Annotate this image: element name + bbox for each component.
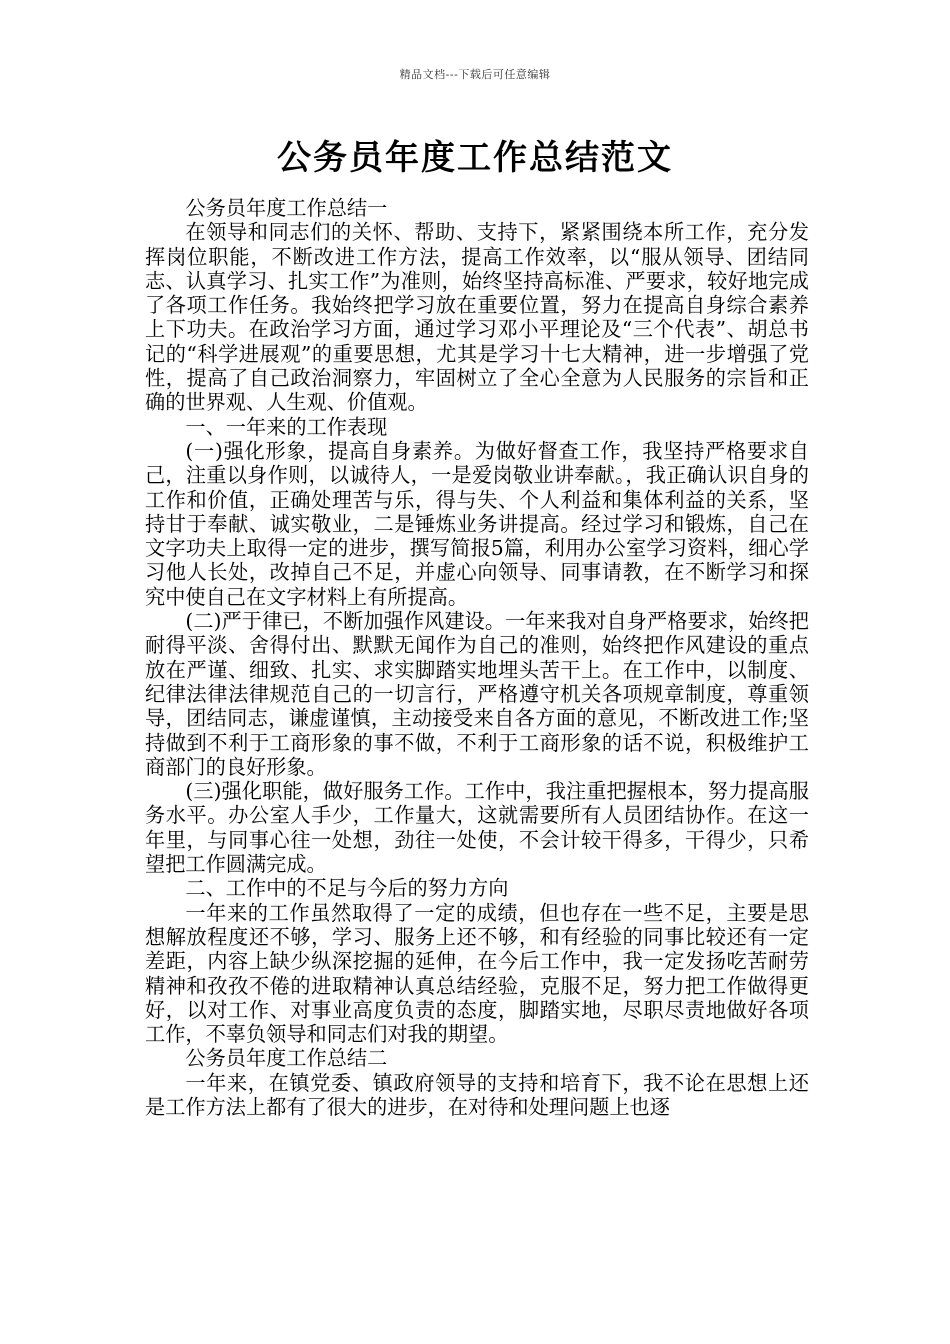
- body-paragraph: 在领导和同志们的关怀、帮助、支持下，紧紧围绕本所工作，充分发挥岗位职能，不断改进工作方法，提高工作效率，以“服从领导、团结同志、认真学习、扎实工作”为准则，始终坚持高标准、严要求，较好地完成了各项工作任务。我始终把学习放在重要位置，努力在提高自身综合素养上下功夫。在政治学习方面，通过学习邓小平理论及“三个代表”、胡总书记的“科学进展观”的重要思想，尤其是学习十七大精神，进一步增强了党性，提高了自己政治洞察力，牢固树立了全心全意为人民服务的宗旨和正确的世界观、人生观、价值观。: [145, 220, 809, 415]
- section-heading: 一、一年来的工作表现: [185, 414, 388, 439]
- body-paragraph: 一年来的工作虽然取得了一定的成绩，但也存在一些不足，主要是思想解放程度还不够，学习、服务上还不够，和有经验的同事比较还有一定差距，内容上缺少纵深挖掘的延伸，在今后工作中，我一定发扬吃苦耐劳精神和孜孜不倦的进取精神认真总结经验，克服不足，努力把工作做得更好，以对工作、对事业高度负责的态度，脚踏实地，尽职尽责地做好各项工作，不辜负领导和同志们对我的期望。: [145, 900, 809, 1047]
- body-paragraph: 一年来，在镇党委、镇政府领导的支持和培育下，我不论在思想上还是工作方法上都有了很大的进步，在对待和处理问题上也逐: [145, 1070, 809, 1119]
- body-paragraph: (一)强化形象，提高自身素养。为做好督查工作，我坚持严格要求自己，注重以身作则，以诚待人，一是爱岗敬业讲奉献。，我正确认识自身的工作和价值，正确处理苦与乐，得与失、个人利益和集体利益的关系，坚持甘于奉献、诚实敬业，二是锤炼业务讲提高。经过学习和锻炼，自己在文字功夫上取得一定的进步，撰写简报5篇，利用办公室学习资料，细心学习他人长处，改掉自己不足，并虚心向领导、同事请教，在不断学习和探究中使自己在文字材料上有所提高。: [145, 438, 809, 609]
- document-title: 公务员年度工作总结范文: [277, 138, 673, 178]
- section-heading: 公务员年度工作总结二: [185, 1046, 388, 1071]
- section-heading: 二、工作中的不足与今后的努力方向: [185, 876, 509, 901]
- body-paragraph: (二)严于律已，不断加强作风建设。一年来我对自身严格要求，始终把耐得平淡、舍得付出、默默无闻作为自己的准则，始终把作风建设的重点放在严谨、细致、扎实、求实脚踏实地埋头苦干上。在工作中，以制度、纪律法律法律规范自己的一切言行，严格遵守机关各项规章制度，尊重领导，团结同志，谦虚谨慎，主动接受来自各方面的意见，不断改进工作;坚持做到不利于工商形象的事不做，不利于工商形象的话不说，积极维护工商部门的良好形象。: [145, 609, 809, 779]
- body-paragraph: (三)强化职能，做好服务工作。工作中，我注重把握根本，努力提高服务水平。办公室人手少，工作量大，这就需要所有人员团结协作。在这一年里，与同事心往一处想，劲往一处使，不会计较干得多，干得少，只希望把工作圆满完成。: [145, 779, 809, 877]
- header-note: 精品文档---下载后可任意编辑: [399, 68, 551, 81]
- document-body: [145, 196, 809, 1119]
- section-heading: 公务员年度工作总结一: [185, 196, 388, 220]
